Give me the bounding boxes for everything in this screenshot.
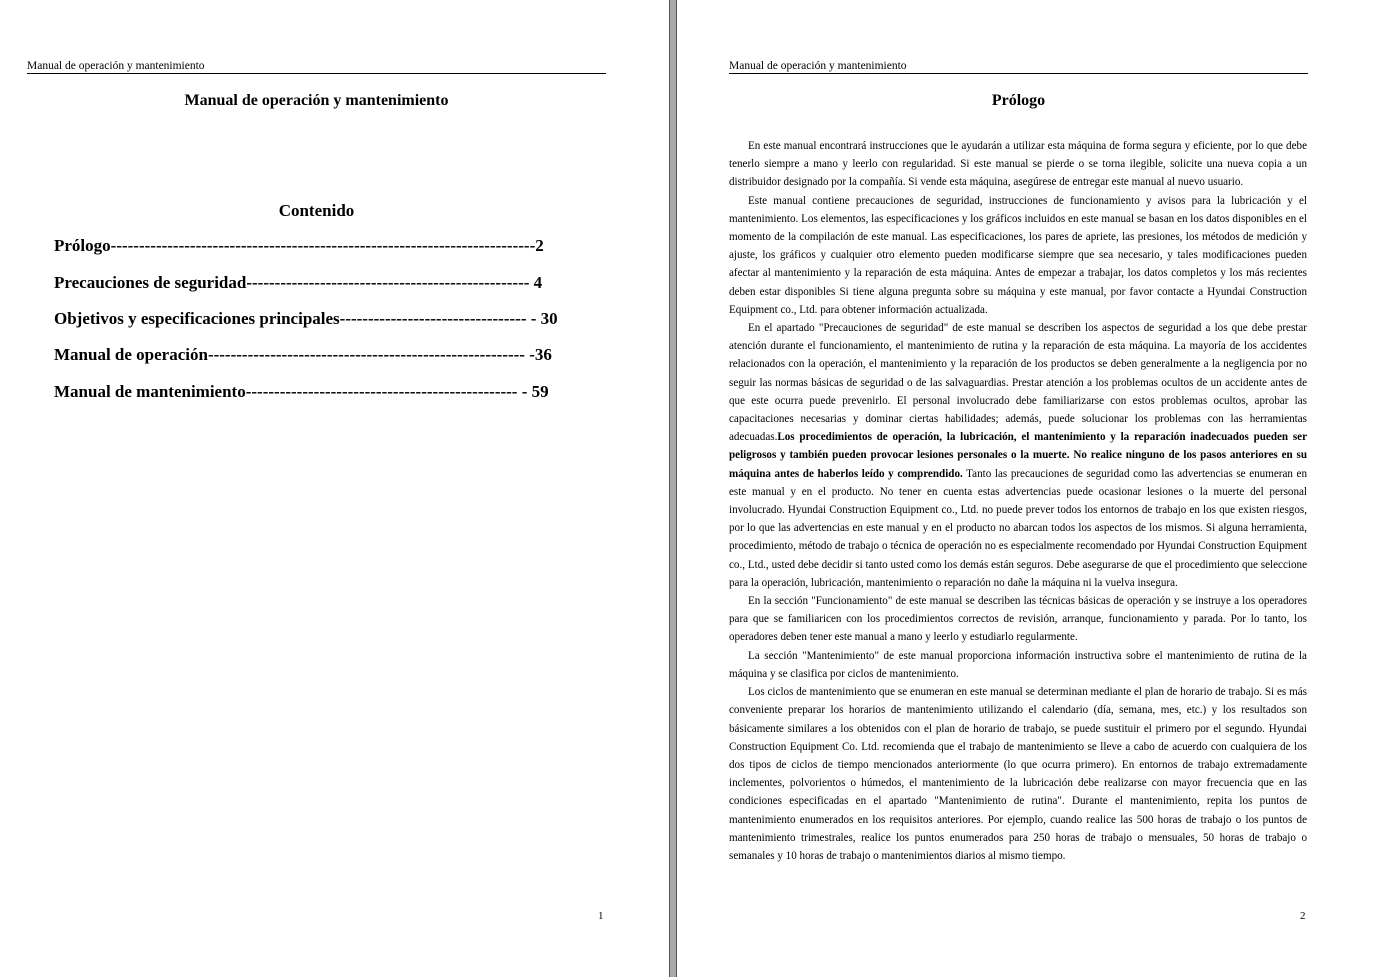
- contents-heading: Contenido: [278, 201, 355, 220]
- toc-entry-objetivos[interactable]: Objetivos y especificaciones principales--------------------------------- - 30: [54, 309, 558, 328]
- document-title: Manual de operación y mantenimiento: [184, 92, 449, 109]
- bold-warning: Los procedimientos de operación, la lubricación, el mantenimiento y la reparación inadecuados pueden ser peligrosos y también pueden provocar lesiones personales o la muerte. No realice ninguno de los pasos anteriores en su máquina antes de haberlos leído y comprendido.: [729, 431, 1307, 480]
- document-page-1: [0, 0, 669, 977]
- page-number: 1: [598, 910, 604, 922]
- running-header: Manual de operación y mantenimiento: [27, 60, 606, 74]
- text: En el apartado "Precauciones de seguridad" de este manual se describen los aspectos de seguridad a los que debe prestar atención durante el funcionamiento, el mantenimiento de rutina y la reparación de esta máquina. La mayoría de los accidentes relacionados con la operación, el mantenimiento y la reparación de los productos se deben generalmente a la negligencia por no seguir las normas básicas de seguridad o de las salvaguardias. Prestar atención a los problemas ocultos de un accidente antes de que este ocurra puede prevenirlo. El personal involucrado debe familiarizarse con estos problemas ocultos, aprobar las capacitaciones necesarias y dominar ciertas habilidades; además, puede solucionar los problemas con las herramientas adecuadas.: [729, 322, 1307, 444]
- paragraph: En este manual encontrará instrucciones que le ayudarán a utilizar esta máquina de forma segura y eficiente, por lo que debe tenerlo siempre a mano y leerlo con regularidad. Si este manual se pierde o se torna ilegible, solicite una nueva copia a un distribuidor designado por la compañía. Si vende esta máquina, asegúrese de entregar este manual al nuevo usuario.: [729, 140, 1307, 189]
- paragraph: Este manual contiene precauciones de seguridad, instrucciones de funcionamiento y avisos para la lubricación y el mantenimiento. Los elementos, las especificaciones y los gráficos incluidos en este manual se basan en los datos disponibles en el momento de la compilación de este manual. Las especificaciones, los pares de apriete, las presiones, los métodos de medición y ajuste, los gráficos y cualquier otro elemento pueden modificarse siempre que sea necesario, y tales modificaciones pueden afectar al mantenimiento y la reparación de esta máquina. Antes de empezar a trabajar, los datos completos y los más recientes deben estar disponibles Si tiene alguna pregunta sobre su máquina y este manual, por favor contacte a Hyundai Construction Equipment co., Ltd. para obtener información actualizada.: [729, 194, 1307, 316]
- section-title: Prólogo: [991, 92, 1046, 109]
- paragraph: Los ciclos de mantenimiento que se enumeran en este manual se determinan mediante el plan de horario de trabajo. Si es más conveniente preparar los horarios de mantenimiento utilizando el calendario (día, semana, mes, etc.) y los resultados son básicamente similares a los obtenidos con el plan de horario de trabajo, se puede sustituir el primero por el segundo. Hyundai Construction Equipment Co. Ltd. recomienda que el trabajo de mantenimiento se lleve a cabo de acuerdo con cualquiera de los dos tipos de ciclos de tiempo mencionados anteriormente (lo que ocurra primero). En entornos de trabajo extremadamente inclementes, polvorientos o húmedos, el mantenimiento de la lubricación debe realizarse con mayor frecuencia que en las condiciones especificadas en el apartado "Mantenimiento de rutina". Durante el mantenimiento, repita los puntos de mantenimiento enumerados en los requisitos anteriores. Por ejemplo, cuando realice las 500 horas de trabajo o los puntos de mantenimiento trimestrales, realice los puntos enumerados para 250 horas de trabajo o mensuales, 50 horas de trabajo o semanales y 10 horas de trabajo o mantenimientos diarios al mismo tiempo.: [729, 686, 1307, 862]
- toc-entry-precauciones[interactable]: Precauciones de seguridad-------------------------------------------------- 4: [54, 273, 543, 292]
- toc-entry-prologo[interactable]: Prólogo---------------------------------------------------------------------------2: [54, 236, 544, 255]
- paragraph: En la sección "Funcionamiento" de este manual se describen las técnicas básicas de operación y se instruye a los operadores para que se familiaricen con los procedimientos correctos de revisión, arranque, funcionamiento y parada. Por lo tanto, los operadores deben tener este manual a mano y leerlo y estudiarlo regularmente.: [729, 595, 1307, 644]
- page-separator: [669, 0, 677, 977]
- paragraph: La sección "Mantenimiento" de este manual proporciona información instructiva sobre el mantenimiento de rutina de la máquina y se clasifica por ciclos de mantenimiento.: [729, 649, 1307, 680]
- page-number: 2: [1300, 910, 1306, 922]
- text: Tanto las precauciones de seguridad como las advertencias se enumeran en este manual y en el producto. No tener en cuenta estas advertencias puede ocasionar lesiones o la muerte del personal involucrado. Hyundai Construction Equipment co., Ltd. no puede prever todos los entornos de trabajo en los que existen riesgos, por lo que las advertencias en este manual y en el producto no abarcan todos los aspectos de los mismos. Si alguna herramienta, procedimiento, método de trabajo o técnica de operación no es especialmente recomendado por Hyundai Construction Equipment co., Ltd., usted debe decidir si tanto usted como los demás están seguros. Debe asegurarse de que el procedimiento que seleccione para la operación, lubricación, mantenimiento o reparación no dañe la máquina ni la vuelva insegura.: [729, 467, 1307, 589]
- toc-entry-operacion[interactable]: Manual de operación-------------------------------------------------------- -36: [54, 345, 552, 364]
- paragraph-safety: [729, 319, 1307, 592]
- document-page-2: [677, 0, 1389, 977]
- toc-entry-mantenimiento[interactable]: Manual de mantenimiento------------------------------------------------ - 59: [54, 382, 549, 401]
- prologue-body: [729, 137, 1307, 865]
- running-header: Manual de operación y mantenimiento: [729, 60, 1308, 74]
